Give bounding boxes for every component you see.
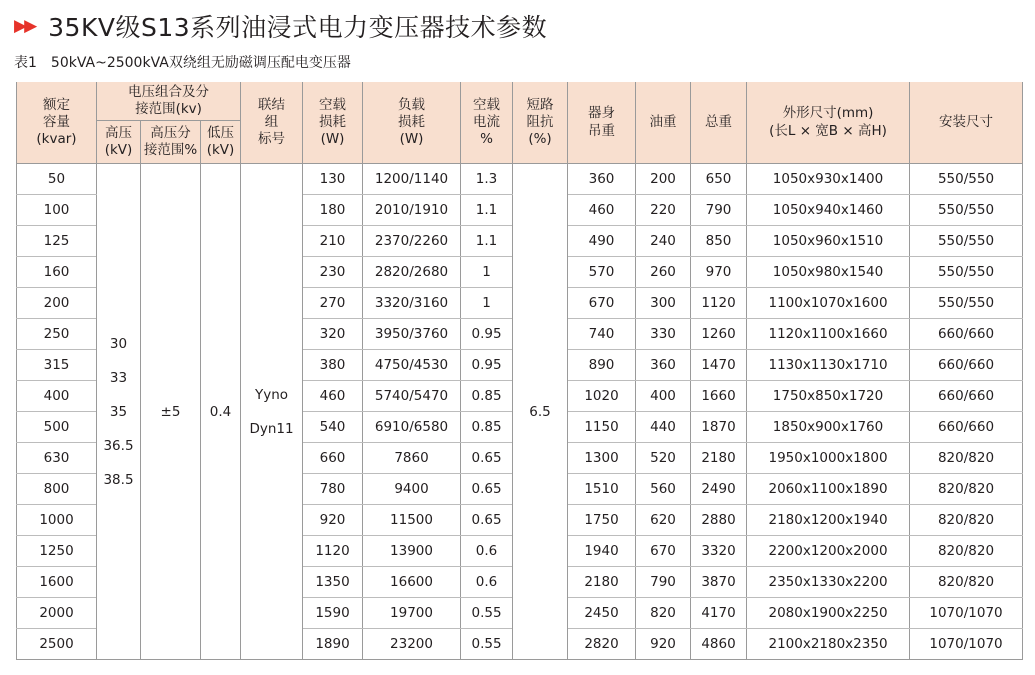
cell-body-weight: 740 xyxy=(568,319,636,350)
cell-total-weight: 790 xyxy=(691,195,747,226)
cell-body-weight: 1750 xyxy=(568,505,636,536)
cell-load-loss: 9400 xyxy=(363,474,461,505)
cell-load-loss: 2370/2260 xyxy=(363,226,461,257)
cell-no-load-loss: 210 xyxy=(303,226,363,257)
cell-total-weight: 1870 xyxy=(691,412,747,443)
cell-no-load-loss: 1350 xyxy=(303,567,363,598)
cell-body-weight: 1020 xyxy=(568,381,636,412)
cell-tap-value: ±5 xyxy=(141,164,201,660)
cell-total-weight: 2880 xyxy=(691,505,747,536)
cell-load-loss: 13900 xyxy=(363,536,461,567)
table-row xyxy=(17,164,1023,195)
cell-capacity: 800 xyxy=(17,474,97,505)
header-install: 安装尺寸 xyxy=(910,82,1023,164)
cell-capacity: 125 xyxy=(17,226,97,257)
cell-current: 1.3 xyxy=(461,164,513,195)
cell-no-load-loss: 230 xyxy=(303,257,363,288)
cell-dimensions: 1050x980x1540 xyxy=(747,257,910,288)
header-hv: 高压 (kV) xyxy=(97,121,141,164)
cell-install: 820/820 xyxy=(910,505,1023,536)
cell-current: 0.6 xyxy=(461,536,513,567)
cell-dimensions: 1850x900x1760 xyxy=(747,412,910,443)
header-tap: 高压分 接范围% xyxy=(141,121,201,164)
cell-body-weight: 2180 xyxy=(568,567,636,598)
cell-total-weight: 970 xyxy=(691,257,747,288)
cell-total-weight: 850 xyxy=(691,226,747,257)
header-body-weight: 器身 吊重 xyxy=(568,82,636,164)
cell-body-weight: 360 xyxy=(568,164,636,195)
header-connection: 联结 组 标号 xyxy=(241,82,303,164)
cell-no-load-loss: 540 xyxy=(303,412,363,443)
cell-install: 660/660 xyxy=(910,350,1023,381)
cell-total-weight: 1660 xyxy=(691,381,747,412)
cell-no-load-loss: 1120 xyxy=(303,536,363,567)
cell-dimensions: 1050x960x1510 xyxy=(747,226,910,257)
cell-load-loss: 3950/3760 xyxy=(363,319,461,350)
cell-load-loss: 2820/2680 xyxy=(363,257,461,288)
header-total-weight: 总重 xyxy=(691,82,747,164)
cell-no-load-loss: 920 xyxy=(303,505,363,536)
cell-no-load-loss: 380 xyxy=(303,350,363,381)
cell-dimensions: 1100x1070x1600 xyxy=(747,288,910,319)
cell-current: 0.95 xyxy=(461,350,513,381)
cell-current: 0.85 xyxy=(461,412,513,443)
cell-no-load-loss: 180 xyxy=(303,195,363,226)
cell-capacity: 315 xyxy=(17,350,97,381)
cell-no-load-loss: 270 xyxy=(303,288,363,319)
cell-body-weight: 890 xyxy=(568,350,636,381)
cell-no-load-loss: 780 xyxy=(303,474,363,505)
title-text: 35KV级S13系列油浸式电力变压器技术参数 xyxy=(48,13,548,42)
cell-capacity: 500 xyxy=(17,412,97,443)
cell-install: 550/550 xyxy=(910,195,1023,226)
cell-dimensions: 2350x1330x2200 xyxy=(747,567,910,598)
table-caption xyxy=(14,52,351,72)
cell-capacity: 630 xyxy=(17,443,97,474)
cell-body-weight: 490 xyxy=(568,226,636,257)
cell-install: 660/660 xyxy=(910,412,1023,443)
cell-load-loss: 4750/4530 xyxy=(363,350,461,381)
cell-oil-weight: 560 xyxy=(636,474,691,505)
cell-dimensions: 2080x1900x2250 xyxy=(747,598,910,629)
cell-body-weight: 2450 xyxy=(568,598,636,629)
cell-capacity: 1600 xyxy=(17,567,97,598)
cell-oil-weight: 440 xyxy=(636,412,691,443)
cell-dimensions: 1120x1100x1660 xyxy=(747,319,910,350)
cell-current: 0.6 xyxy=(461,567,513,598)
header-lv: 低压 (kV) xyxy=(201,121,241,164)
cell-install: 1070/1070 xyxy=(910,629,1023,660)
cell-oil-weight: 790 xyxy=(636,567,691,598)
cell-no-load-loss: 660 xyxy=(303,443,363,474)
cell-impedance-value: 6.5 xyxy=(513,164,568,660)
cell-oil-weight: 520 xyxy=(636,443,691,474)
cell-install: 660/660 xyxy=(910,381,1023,412)
cell-load-loss: 19700 xyxy=(363,598,461,629)
cell-no-load-loss: 1890 xyxy=(303,629,363,660)
cell-install: 660/660 xyxy=(910,319,1023,350)
cell-total-weight: 2180 xyxy=(691,443,747,474)
spec-table xyxy=(16,82,1023,660)
cell-install: 550/550 xyxy=(910,226,1023,257)
cell-current: 0.65 xyxy=(461,505,513,536)
cell-body-weight: 570 xyxy=(568,257,636,288)
cell-install: 550/550 xyxy=(910,288,1023,319)
double-arrow-icon: ▶▶ xyxy=(14,15,35,36)
cell-total-weight: 4170 xyxy=(691,598,747,629)
cell-oil-weight: 200 xyxy=(636,164,691,195)
table-caption-text: 50kVA~2500kVA双绕组无励磁调压配电变压器 xyxy=(50,55,351,71)
cell-install: 550/550 xyxy=(910,164,1023,195)
header-no-load-current: 空载 电流 % xyxy=(461,82,513,164)
header-oil-weight: 油重 xyxy=(636,82,691,164)
cell-load-loss: 6910/6580 xyxy=(363,412,461,443)
cell-oil-weight: 400 xyxy=(636,381,691,412)
cell-dimensions: 2100x2180x2350 xyxy=(747,629,910,660)
cell-no-load-loss: 1590 xyxy=(303,598,363,629)
cell-capacity: 1000 xyxy=(17,505,97,536)
cell-total-weight: 1120 xyxy=(691,288,747,319)
cell-dimensions: 1750x850x1720 xyxy=(747,381,910,412)
cell-total-weight: 3870 xyxy=(691,567,747,598)
header-no-load-loss: 空载 损耗 (W) xyxy=(303,82,363,164)
cell-install: 820/820 xyxy=(910,474,1023,505)
cell-current: 0.55 xyxy=(461,629,513,660)
header-voltage-group: 电压组合及分 接范围(kv) xyxy=(97,82,241,121)
cell-oil-weight: 920 xyxy=(636,629,691,660)
cell-oil-weight: 220 xyxy=(636,195,691,226)
cell-total-weight: 4860 xyxy=(691,629,747,660)
cell-current: 0.85 xyxy=(461,381,513,412)
cell-dimensions: 1050x930x1400 xyxy=(747,164,910,195)
header-impedance: 短路 阻抗 (%) xyxy=(513,82,568,164)
cell-current: 0.65 xyxy=(461,474,513,505)
cell-install: 550/550 xyxy=(910,257,1023,288)
cell-dimensions: 1950x1000x1800 xyxy=(747,443,910,474)
cell-load-loss: 7860 xyxy=(363,443,461,474)
cell-current: 1.1 xyxy=(461,226,513,257)
cell-load-loss: 11500 xyxy=(363,505,461,536)
header-load-loss: 负载 损耗 (W) xyxy=(363,82,461,164)
cell-body-weight: 1510 xyxy=(568,474,636,505)
header-dimensions: 外形尺寸(mm) (长L × 宽B × 高H) xyxy=(747,82,910,164)
cell-dimensions: 2060x1100x1890 xyxy=(747,474,910,505)
cell-install: 820/820 xyxy=(910,443,1023,474)
cell-total-weight: 1470 xyxy=(691,350,747,381)
cell-current: 0.55 xyxy=(461,598,513,629)
cell-total-weight: 2490 xyxy=(691,474,747,505)
cell-capacity: 160 xyxy=(17,257,97,288)
cell-load-loss: 16600 xyxy=(363,567,461,598)
cell-connection-values: Yyno Dyn11 xyxy=(241,164,303,660)
cell-dimensions: 2180x1200x1940 xyxy=(747,505,910,536)
cell-current: 1 xyxy=(461,257,513,288)
cell-oil-weight: 260 xyxy=(636,257,691,288)
cell-install: 820/820 xyxy=(910,567,1023,598)
cell-no-load-loss: 320 xyxy=(303,319,363,350)
cell-load-loss: 3320/3160 xyxy=(363,288,461,319)
cell-dimensions: 1130x1130x1710 xyxy=(747,350,910,381)
cell-hv-values: 30 33 35 36.5 38.5 xyxy=(97,164,141,660)
cell-capacity: 2500 xyxy=(17,629,97,660)
cell-oil-weight: 620 xyxy=(636,505,691,536)
cell-oil-weight: 670 xyxy=(636,536,691,567)
cell-capacity: 50 xyxy=(17,164,97,195)
cell-body-weight: 1300 xyxy=(568,443,636,474)
cell-no-load-loss: 460 xyxy=(303,381,363,412)
cell-body-weight: 2820 xyxy=(568,629,636,660)
cell-body-weight: 460 xyxy=(568,195,636,226)
cell-body-weight: 670 xyxy=(568,288,636,319)
cell-current: 0.95 xyxy=(461,319,513,350)
cell-current: 1.1 xyxy=(461,195,513,226)
cell-current: 1 xyxy=(461,288,513,319)
cell-capacity: 2000 xyxy=(17,598,97,629)
cell-total-weight: 650 xyxy=(691,164,747,195)
cell-capacity: 100 xyxy=(17,195,97,226)
cell-oil-weight: 820 xyxy=(636,598,691,629)
cell-install: 1070/1070 xyxy=(910,598,1023,629)
cell-capacity: 250 xyxy=(17,319,97,350)
cell-load-loss: 23200 xyxy=(363,629,461,660)
cell-body-weight: 1940 xyxy=(568,536,636,567)
cell-dimensions: 2200x1200x2000 xyxy=(747,536,910,567)
cell-lv-value: 0.4 xyxy=(201,164,241,660)
cell-oil-weight: 240 xyxy=(636,226,691,257)
cell-install: 820/820 xyxy=(910,536,1023,567)
cell-current: 0.65 xyxy=(461,443,513,474)
cell-capacity: 400 xyxy=(17,381,97,412)
cell-oil-weight: 300 xyxy=(636,288,691,319)
cell-capacity: 200 xyxy=(17,288,97,319)
cell-capacity: 1250 xyxy=(17,536,97,567)
table-number: 表1 xyxy=(14,55,37,71)
cell-total-weight: 3320 xyxy=(691,536,747,567)
header-capacity: 额定 容量 (kvar) xyxy=(17,82,97,164)
cell-no-load-loss: 130 xyxy=(303,164,363,195)
cell-total-weight: 1260 xyxy=(691,319,747,350)
cell-load-loss: 5740/5470 xyxy=(363,381,461,412)
cell-oil-weight: 330 xyxy=(636,319,691,350)
cell-dimensions: 1050x940x1460 xyxy=(747,195,910,226)
page-title xyxy=(14,8,547,44)
cell-oil-weight: 360 xyxy=(636,350,691,381)
cell-body-weight: 1150 xyxy=(568,412,636,443)
cell-load-loss: 1200/1140 xyxy=(363,164,461,195)
cell-load-loss: 2010/1910 xyxy=(363,195,461,226)
